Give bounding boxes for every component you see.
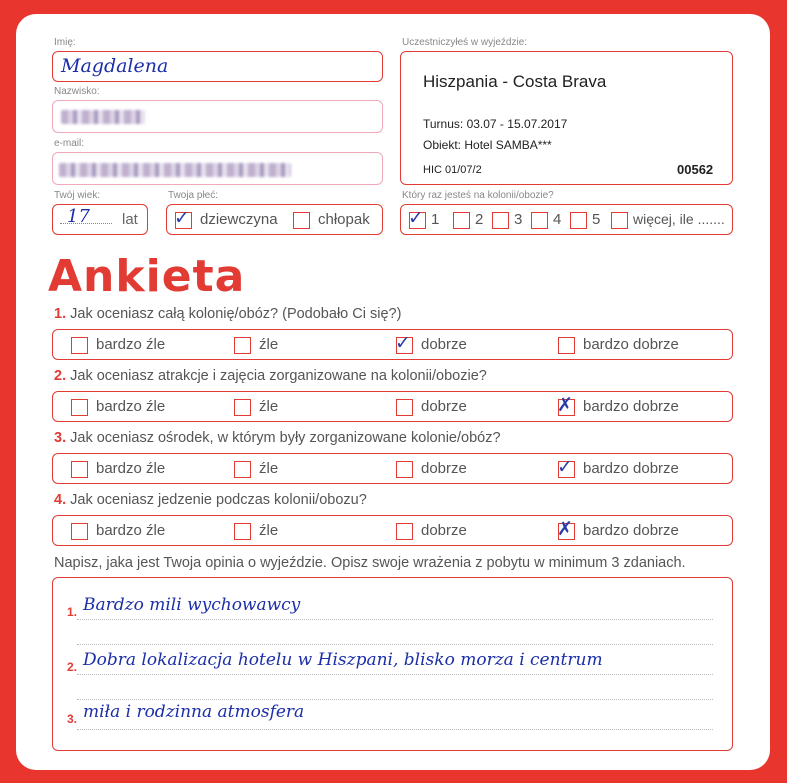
ktory-3-label: 3 xyxy=(514,211,523,228)
q2-bardzo-zle-label: bardzo źle xyxy=(96,398,166,415)
plec-chlopak-checkbox[interactable] xyxy=(293,212,310,229)
ktory-3-checkbox[interactable] xyxy=(492,212,509,229)
question-4-options xyxy=(52,515,733,546)
opinion-line-1-number: 1. xyxy=(67,605,78,619)
ktory-1-label: 1 xyxy=(431,211,440,228)
q4-dobrze-label: dobrze xyxy=(421,522,467,539)
q2-bardzo-zle-checkbox[interactable] xyxy=(71,399,88,416)
q1-bardzo-zle-checkbox[interactable] xyxy=(71,337,88,354)
question-2-options xyxy=(52,391,733,422)
question-1-text: Jak oceniasz całą kolonię/obóz? (Podobało Ci się?) xyxy=(70,306,402,322)
q1-dobrze-label: dobrze xyxy=(421,336,467,353)
q3-dobrze-checkbox[interactable] xyxy=(396,461,413,478)
line-rule xyxy=(77,699,713,700)
ktory-2-checkbox[interactable] xyxy=(453,212,470,229)
question-2-text: Jak oceniasz atrakcje i zajęcia zorganizowane na kolonii/obozie? xyxy=(70,368,487,384)
ktory-4-checkbox[interactable] xyxy=(531,212,548,229)
uczestnik-label: Uczestniczyłeś w wyjeździe: xyxy=(402,37,528,48)
opinion-line-3-number: 3. xyxy=(67,712,78,726)
nazwisko-redacted xyxy=(61,110,145,124)
question-4-number: 4. xyxy=(54,492,67,508)
nazwisko-label: Nazwisko: xyxy=(54,86,100,97)
q1-zle-checkbox[interactable] xyxy=(234,337,251,354)
q4-bardzo-dobrze-label: bardzo dobrze xyxy=(583,522,679,539)
q4-bardzo-zle-checkbox[interactable] xyxy=(71,523,88,540)
page-title: Ankieta xyxy=(48,251,246,302)
q3-bardzo-dobrze-checkbox[interactable] xyxy=(557,456,575,478)
q1-bardzo-dobrze-checkbox[interactable] xyxy=(558,337,575,354)
q2-zle-label: źle xyxy=(259,398,279,415)
question-1-number: 1. xyxy=(54,306,67,322)
q4-zle-checkbox[interactable] xyxy=(234,523,251,540)
cross-mark-icon: ✗ xyxy=(557,518,573,540)
opinion-line-2-text: Dobra lokalizacja hotelu w Hiszpani, blisko morza i centrum xyxy=(83,650,603,670)
ktory-5-checkbox[interactable] xyxy=(570,212,587,229)
ktory-5-label: 5 xyxy=(592,211,601,228)
nazwisko-field[interactable] xyxy=(52,100,383,133)
q3-bardzo-zle-checkbox[interactable] xyxy=(71,461,88,478)
wiek-label: Twój wiek: xyxy=(54,190,101,201)
question-4-text: Jak oceniasz jedzenie podczas kolonii/obozu? xyxy=(70,492,367,508)
q2-dobrze-label: dobrze xyxy=(421,398,467,415)
ktory-more-label: więcej, ile ....... xyxy=(633,211,725,227)
trip-code: HIC 01/07/2 xyxy=(423,164,482,176)
email-redacted xyxy=(59,163,291,177)
opinion-box[interactable] xyxy=(52,577,733,751)
imie-field[interactable] xyxy=(52,51,383,82)
q2-bardzo-dobrze-label: bardzo dobrze xyxy=(583,398,679,415)
question-2 xyxy=(54,368,487,384)
line-rule xyxy=(77,644,713,645)
q4-bardzo-dobrze-checkbox[interactable] xyxy=(557,518,575,540)
line-rule xyxy=(77,729,713,730)
email-label: e-mail: xyxy=(54,138,85,149)
q1-dobrze-checkbox[interactable] xyxy=(395,332,413,354)
q2-dobrze-checkbox[interactable] xyxy=(396,399,413,416)
opinion-line-2-number: 2. xyxy=(67,660,78,674)
opinion-prompt: Napisz, jaka jest Twoja opinia o wyjeździe. Opisz swoje wrażenia z pobytu w minimum 3 zdaniach. xyxy=(54,555,686,571)
question-2-number: 2. xyxy=(54,368,67,384)
q3-zle-checkbox[interactable] xyxy=(234,461,251,478)
plec-chlopak-label: chłopak xyxy=(318,211,370,228)
line-rule xyxy=(77,674,713,675)
plec-field xyxy=(166,204,383,235)
wiek-unit: lat xyxy=(122,211,138,228)
ktory-field xyxy=(400,204,733,235)
q3-bardzo-dobrze-label: bardzo dobrze xyxy=(583,460,679,477)
wiek-value: 17 xyxy=(67,206,90,227)
wiek-field[interactable] xyxy=(52,204,148,235)
email-field[interactable] xyxy=(52,152,383,185)
question-4 xyxy=(54,492,367,508)
plec-label: Twoja płeć: xyxy=(168,190,219,201)
ktory-more-checkbox[interactable] xyxy=(611,212,628,229)
q4-dobrze-checkbox[interactable] xyxy=(396,523,413,540)
trip-turnus: Turnus: 03.07 - 15.07.2017 xyxy=(423,117,568,131)
check-icon: ✓ xyxy=(557,456,573,478)
opinion-line-3-text: miła i rodzinna atmosfera xyxy=(83,702,305,722)
line-rule xyxy=(77,619,713,620)
question-3 xyxy=(54,430,501,446)
ktory-label: Który raz jesteś na kolonii/obozie? xyxy=(402,190,554,201)
cross-mark-icon: ✗ xyxy=(557,394,573,416)
q4-zle-label: źle xyxy=(259,522,279,539)
q2-zle-checkbox[interactable] xyxy=(234,399,251,416)
question-3-options xyxy=(52,453,733,484)
q4-bardzo-zle-label: bardzo źle xyxy=(96,522,166,539)
plec-dziewczyna-checkbox[interactable] xyxy=(174,207,192,229)
question-1 xyxy=(54,306,401,322)
trip-obiekt: Obiekt: Hotel SAMBA*** xyxy=(423,138,552,152)
q3-dobrze-label: dobrze xyxy=(421,460,467,477)
trip-number: 00562 xyxy=(677,162,714,177)
check-icon: ✓ xyxy=(174,207,190,229)
imie-label: Imię: xyxy=(54,37,76,48)
survey-sheet xyxy=(16,14,770,770)
opinion-line-1-text: Bardzo mili wychowawcy xyxy=(83,595,301,615)
trip-box xyxy=(400,51,733,185)
trip-name: Hiszpania - Costa Brava xyxy=(423,72,607,91)
ktory-4-label: 4 xyxy=(553,211,562,228)
q3-bardzo-zle-label: bardzo źle xyxy=(96,460,166,477)
imie-value: Magdalena xyxy=(61,55,169,77)
q1-bardzo-zle-label: bardzo źle xyxy=(96,336,166,353)
question-3-number: 3. xyxy=(54,430,67,446)
ktory-2-label: 2 xyxy=(475,211,484,228)
q2-bardzo-dobrze-checkbox[interactable] xyxy=(557,394,575,416)
question-1-options xyxy=(52,329,733,360)
q1-bardzo-dobrze-label: bardzo dobrze xyxy=(583,336,679,353)
ktory-1-checkbox[interactable] xyxy=(408,207,426,229)
q1-zle-label: źle xyxy=(259,336,279,353)
plec-dziewczyna-label: dziewczyna xyxy=(200,211,278,228)
check-icon: ✓ xyxy=(408,207,424,229)
check-icon: ✓ xyxy=(395,332,411,354)
question-3-text: Jak oceniasz ośrodek, w którym były zorganizowane kolonie/obóz? xyxy=(70,430,501,446)
q3-zle-label: źle xyxy=(259,460,279,477)
